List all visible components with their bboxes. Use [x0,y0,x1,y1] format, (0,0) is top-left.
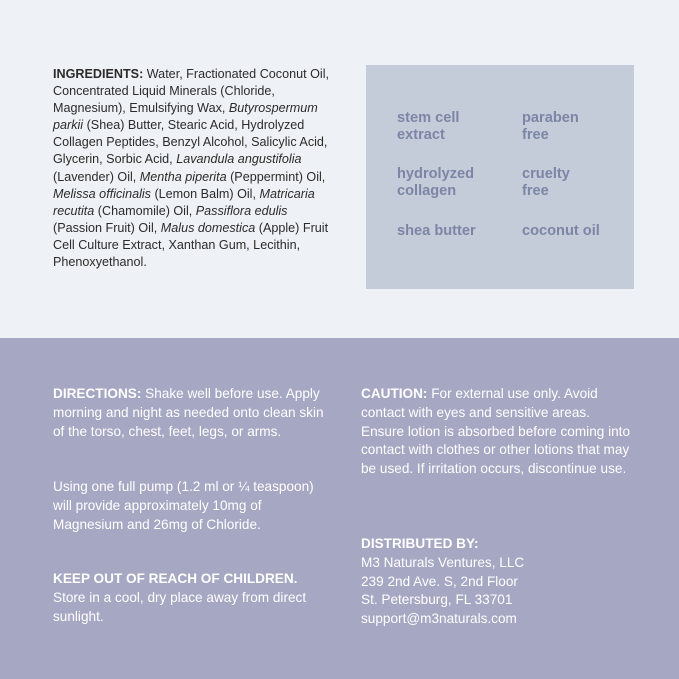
ingredients-part: (Peppermint) Oil, [226,169,326,184]
ingredients-part: (Shea) Butter, Stearic Acid, Hydrolyzed Collagen Peptides, Benzyl Alcohol, Salicylic Acid, Glycerin, Sorbic Acid, [53,118,328,167]
caution-text [361,385,631,479]
distributor-address-line2: St. Petersburg, FL 33701 [361,592,513,608]
ingredients-part: Water, Fractionated Coconut Oil, Concentrated Liquid Minerals (Chloride, Magnesium), Emulsifying Wax, [53,67,329,116]
badge-cruelty-free [522,166,570,199]
badge-shea-butter: shea butter [397,223,476,239]
badge-line: stem cell [397,110,460,126]
ingredients-latin-name: Mentha piperita [139,169,227,184]
ingredients-heading: INGREDIENTS: [53,67,144,81]
distributor-address-line1: 239 2nd Ave. S, 2nd Floor [361,573,518,589]
ingredients-text [53,66,338,271]
ingredients-latin-name: Butyrospermum parkii [53,101,318,133]
badge-stem-cell-extract [397,110,459,143]
keep-out-body: Store in a cool, dry place away from direct sunlight. [53,589,307,624]
directions-text [53,385,328,441]
ingredients-part: (Apple) Fruit Cell Culture Extract, Xanthan Gum, Lecithin, Phenoxyethanol. [53,220,329,270]
ingredients-latin-name: Matricaria recutita [53,186,315,218]
badge-line: paraben [522,110,579,126]
caution-body: For external use only. Avoid contact with eyes and sensitive areas. Ensure lotion is absorbed before coming into contact with clothes or other lotions that may be used. If irritation occurs, discontinue use. [361,386,631,477]
distributor-heading: DISTRIBUTED BY: [361,536,479,551]
badge-line: free [522,126,549,143]
ingredients-latin-name: Passiflora edulis [195,203,288,218]
ingredients-panel [0,0,679,338]
keep-out-heading: KEEP OUT OF REACH OF CHILDREN. [53,571,298,586]
badge-line: extract [397,126,445,143]
feature-badges-box [366,65,634,289]
ingredients-latin-name: Malus domestica [160,220,256,235]
ingredients-part: (Lavender) Oil, [53,169,140,184]
ingredients-part: (Chamomile) Oil, [94,203,196,218]
distributor-email: support@m3naturals.com [361,611,517,627]
ingredients-latin-name: Melissa officinalis [53,186,151,201]
badge-paraben-free [522,110,579,143]
badge-coconut-oil: coconut oil [522,223,600,239]
ingredients-latin-name: Lavandula angustifolia [176,152,302,167]
ingredients-part: (Passion Fruit) Oil, [53,220,161,235]
distributor-name: M3 Naturals Ventures, LLC [361,554,525,570]
badge-line: collagen [397,182,457,199]
ingredients-part: (Lemon Balm) Oil, [150,186,260,201]
badge-line: cruelty [522,166,570,182]
badge-hydrolyzed-collagen [397,166,474,199]
dosage-text: Using one full pump (1.2 ml or ¼ teaspoon) will provide approximately 10mg of Magnesium and 26mg of Chloride. [53,479,314,532]
keep-out-text [53,570,328,626]
badge-line: hydrolyzed [397,166,475,182]
directions-heading: DIRECTIONS: [53,386,142,401]
distributor-block [361,535,631,629]
caution-heading: CAUTION: [361,386,428,401]
directions-body: Shake well before use. Apply morning and night as needed onto clean skin of the torso, chest, feet, legs, or arms. [53,386,324,439]
badge-line: free [522,182,549,199]
